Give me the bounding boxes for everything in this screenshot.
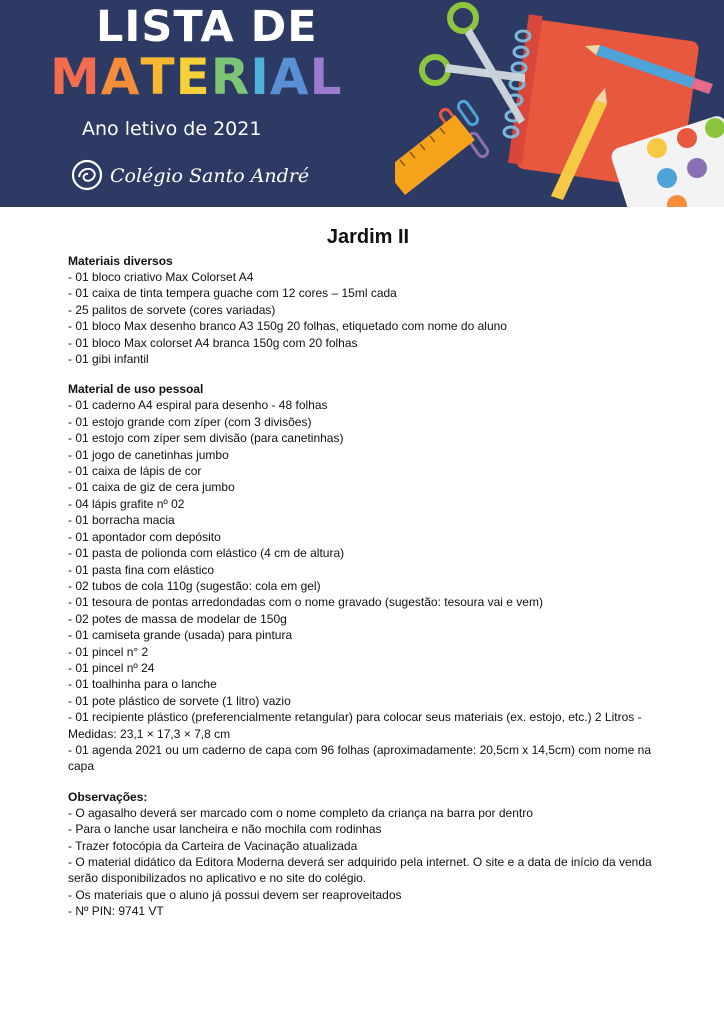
list-item: - 01 estojo grande com zíper (com 3 divisões) — [68, 414, 312, 429]
banner-title-line1: LISTA DE — [96, 2, 318, 52]
list-item: - Os materiais que o aluno já possui devem ser reaproveitados — [68, 887, 402, 902]
list-item: - 04 lápis grafite nº 02 — [68, 496, 185, 511]
stationery-illustration — [395, 0, 724, 207]
ruler-icon — [395, 115, 475, 195]
list-item: - 01 pasta de polionda com elástico (4 cm de altura) — [68, 546, 345, 561]
banner-title-letter: T — [140, 48, 176, 106]
list-item: - 02 tubos de cola 110g (sugestão: cola em gel) — [68, 578, 321, 593]
list-item: - 01 tesoura de pontas arredondadas com o nome gravado (sugestão: tesoura vai e vem) — [68, 595, 543, 610]
sections-container — [68, 253, 668, 920]
section-heading: Material de uso pessoal — [68, 382, 204, 397]
scissors-icon — [422, 5, 525, 124]
list-item: - 01 caixa de giz de cera jumbo — [68, 480, 235, 495]
banner-title-letter: A — [269, 48, 310, 106]
banner-title-letter: L — [309, 48, 343, 106]
list-item: - 01 pincel n° 2 — [68, 644, 149, 659]
list-item: - 01 caderno A4 espiral para desenho - 48 folhas — [68, 398, 328, 413]
list-item: - O material didático da Editora Moderna deverá ser adquirido pela internet. O site e a data de início da venda serão disponibilizados no aplicativo e no site do colégio. — [68, 855, 652, 886]
list-item: - 01 camiseta grande (usada) para pintura — [68, 628, 293, 643]
list-item: - 01 apontador com depósito — [68, 529, 221, 544]
section-spacer — [68, 775, 668, 789]
material-list-document — [68, 226, 668, 920]
banner-title-letter: A — [100, 48, 141, 106]
list-item: - 01 jogo de canetinhas jumbo — [68, 447, 229, 462]
class-title: Jardim II — [326, 226, 410, 248]
banner-title-letter: M — [50, 48, 101, 106]
list-item: - 02 potes de massa de modelar de 150g — [68, 611, 287, 626]
section-spacer — [68, 367, 668, 381]
header-banner — [0, 0, 724, 207]
banner-title-line2 — [50, 48, 343, 106]
list-item: - 01 estojo com zíper sem divisão (para canetinhas) — [68, 431, 344, 446]
list-item: - 01 bloco Max desenho branco A3 150g 20 folhas, etiquetado com nome do aluno — [68, 319, 507, 334]
list-item: - 01 pote plástico de sorvete (1 litro) vazio — [68, 693, 291, 708]
list-item: - 01 caixa de lápis de cor — [68, 464, 202, 479]
list-item: - Nº PIN: 9741 VT — [68, 904, 164, 919]
list-item: - O agasalho deverá ser marcado com o nome completo da criança na barra por dentro — [68, 805, 533, 820]
banner-title-letter: R — [210, 48, 251, 106]
list-item: - 01 gibi infantil — [68, 352, 149, 367]
list-item: - Trazer fotocópia da Carteira de Vacinação atualizada — [68, 838, 358, 853]
list-item: - 01 agenda 2021 ou um caderno de capa com 96 folhas (aproximadamente: 20,5cm x 14,5cm) com nome na capa — [68, 742, 652, 774]
section-heading: Materiais diversos — [68, 254, 173, 268]
list-item: - 01 recipiente plástico (preferencialmente retangular) para colocar seus materiais (ex. estojo, etc.) 2 Litros - Medidas: 23,1 × 17,3 × 7,8 cm — [68, 710, 642, 741]
list-item: - 01 bloco criativo Max Colorset A4 — [68, 270, 254, 284]
section-heading: Observações: — [68, 789, 148, 804]
list-item: - 01 bloco Max colorset A4 branca 150g com 20 folhas — [68, 335, 358, 350]
list-item: - Para o lanche usar lancheira e não mochila com rodinhas — [68, 822, 382, 837]
list-item: - 01 pincel nº 24 — [68, 660, 155, 675]
school-logo-icon — [70, 158, 104, 192]
list-item: - 25 palitos de sorvete (cores variadas) — [68, 302, 276, 317]
banner-title-letter: E — [175, 48, 211, 106]
banner-title-letter: I — [250, 48, 270, 106]
banner-subtitle: Ano letivo de 2021 — [82, 118, 262, 140]
school-name: Colégio Santo André — [110, 165, 310, 187]
list-item: - 01 borracha macia — [68, 513, 175, 528]
list-item: - 01 pasta fina com elástico — [68, 562, 215, 577]
list-item: - 01 toalhinha para o lanche — [68, 677, 217, 692]
list-item: - 01 caixa de tinta tempera guache com 12 cores – 15ml cada — [68, 286, 397, 301]
